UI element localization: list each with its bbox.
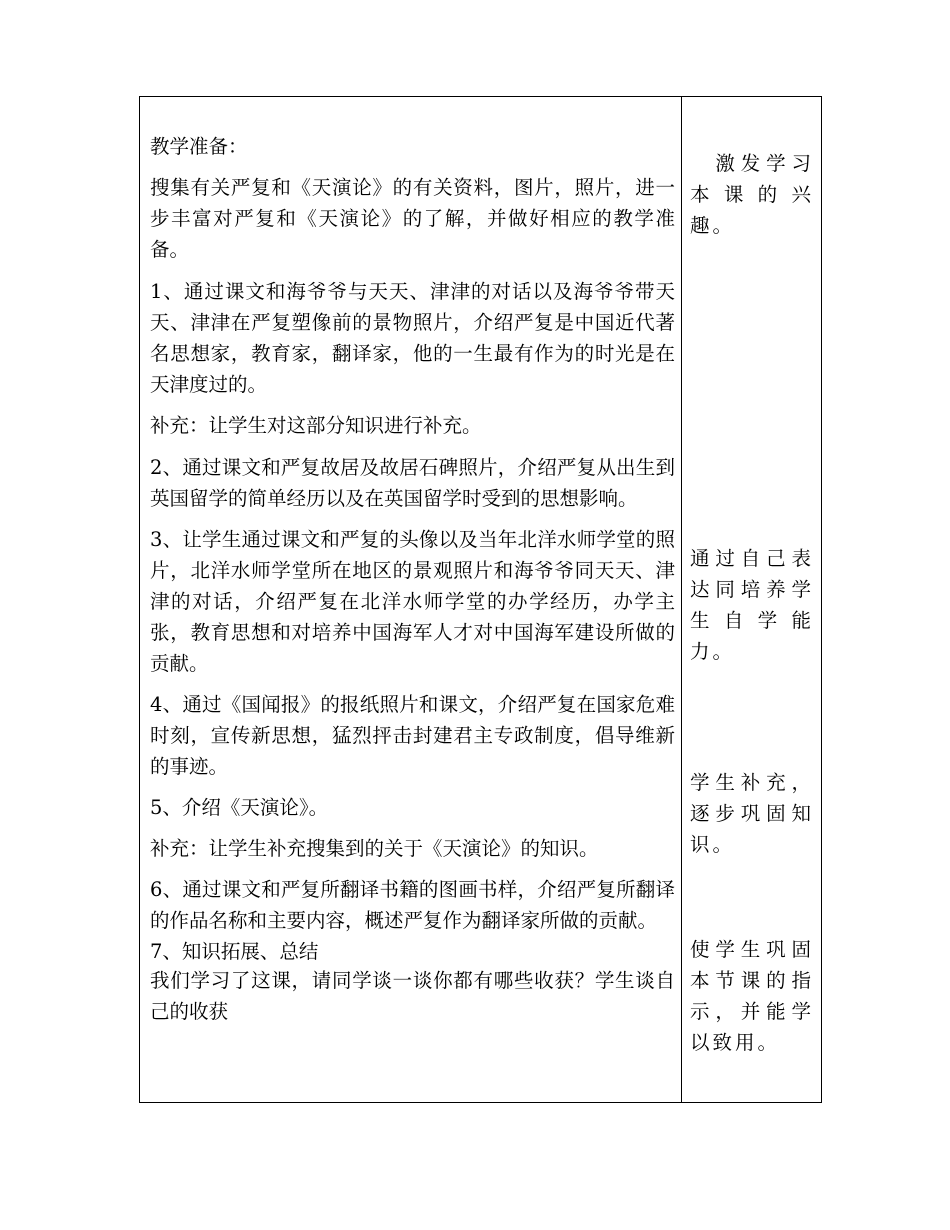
step-6-paragraph: 6、通过课文和严复所翻译书籍的图画书样，介绍严复所翻译的作品名称和主要内容，概述严复作为翻译家所做的贡献。 (150, 878, 675, 932)
teaching-process-column (150, 131, 675, 1027)
preparation-paragraph: 搜集有关严复和《天演论》的有关资料，图片，照片，进一步丰富对严复和《天演论》的了解，并做好相应的教学准备。 (150, 176, 675, 261)
step-4-paragraph: 4、通过《国闻报》的报纸照片和课文，介绍严复在国家危难时刻，宣传新思想，猛烈抨击封建君主专政制度，倡导维新的事迹。 (150, 693, 675, 778)
intent-note-1: 激发学习本课的兴趣。 (690, 152, 814, 237)
column-divider (681, 97, 682, 1102)
step-5-paragraph: 5、介绍《天演论》。 (150, 796, 329, 819)
section-heading: 教学准备： (150, 135, 248, 158)
step-2-paragraph: 2、通过课文和严复故居及故居石碑照片，介绍严复从出生到英国留学的简单经历以及在英国留学时受到的思想影响。 (150, 456, 675, 510)
intent-note-2: 通过自己表达同培养学生自学能力。 (690, 547, 814, 663)
supplement-2-paragraph: 补充：让学生补充搜集到的关于《天演论》的知识。 (150, 837, 599, 860)
supplement-1-paragraph: 补充：让学生对这部分知识进行补充。 (150, 414, 482, 437)
intent-note-3: 学生补充，逐步巩固知识。 (690, 771, 814, 856)
summary-paragraph: 我们学习了这课，请同学谈一谈你都有哪些收获？学生谈自己的收获 (150, 969, 675, 1023)
lesson-plan-table (139, 96, 822, 1103)
intent-note-4: 使学生巩固本节课的指示，并能学以致用。 (690, 938, 814, 1054)
step-3-paragraph: 3、让学生通过课文和严复的头像以及当年北洋水师学堂的照片，北洋水师学堂所在地区的景观照片和海爷爷同天天、津津的对话，介绍严复在北洋水师学堂的办学经历，办学主张，教育思想和对培养中国海军人才对中国海军建设所做的贡献。 (150, 528, 675, 675)
step-7-heading: 7、知识拓展、总结 (150, 940, 319, 963)
step-1-paragraph: 1、通过课文和海爷爷与天天、津津的对话以及海爷爷带天天、津津在严复塑像前的景物照片，介绍严复是中国近代著名思想家，教育家，翻译家，他的一生最有作为的时光是在天津度过的。 (150, 280, 675, 396)
